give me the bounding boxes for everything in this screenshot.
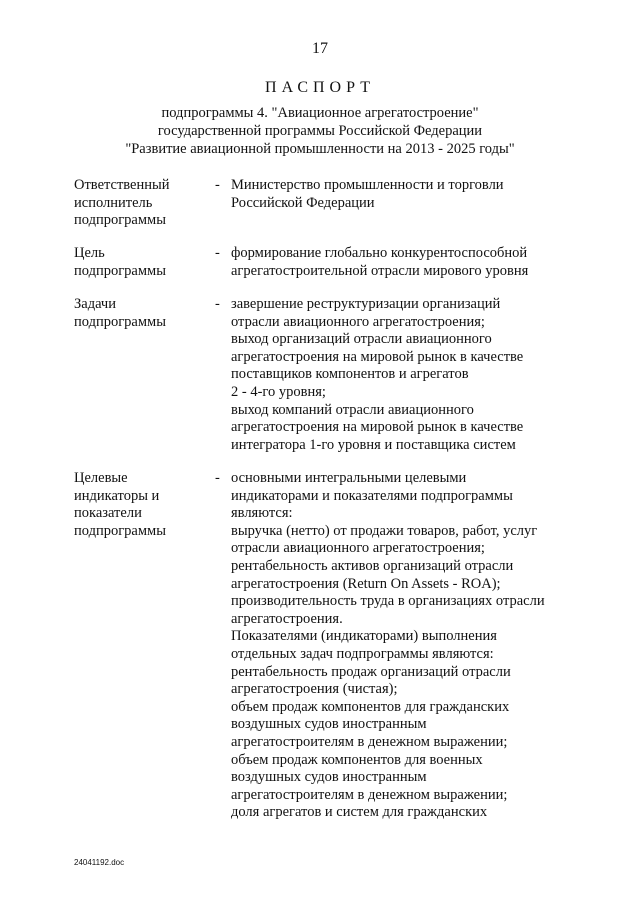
value-line: поставщиков компонентов и агрегатов: [231, 366, 469, 383]
row-dash: -: [215, 470, 220, 486]
value-line: агрегатостроения (Return On Assets - ROA);: [231, 575, 501, 592]
label-line: подпрограммы: [74, 262, 166, 279]
value-line: 2 - 4-го уровня;: [231, 383, 326, 400]
document-subtitle: [0, 104, 640, 158]
value-line: объем продаж компонентов для гражданских: [231, 698, 510, 715]
value-line: рентабельность продаж организаций отрасли: [231, 663, 511, 680]
document-title: ПАСПОРТ: [265, 79, 375, 96]
value-line: основными интегральными целевыми: [231, 470, 467, 486]
label-line: показатели: [74, 505, 142, 522]
subtitle-line: подпрограммы 4. "Авиационное агрегатостроение": [161, 105, 479, 121]
row-label: [74, 177, 204, 230]
row-dash: -: [215, 177, 220, 193]
value-line: выручка (нетто) от продажи товаров, работ, услуг: [231, 522, 538, 539]
footer-doc-code: 24041192.doc: [74, 858, 125, 867]
label-line: Задачи: [74, 296, 116, 312]
value-line: завершение реструктуризации организаций: [231, 296, 501, 312]
row-value: [231, 245, 576, 280]
value-line: Министерство промышленности и торговли: [231, 177, 504, 193]
row-label: [74, 470, 204, 540]
value-line: агрегатостроительной отрасли мирового уровня: [231, 262, 529, 279]
page-number: 17: [312, 40, 328, 57]
label-line: подпрограммы: [74, 522, 166, 539]
label-line: Целевые: [74, 470, 128, 486]
value-line: интегратора 1-го уровня и поставщика систем: [231, 436, 516, 453]
value-line: отрасли авиационного агрегатостроения;: [231, 540, 485, 557]
value-line: являются:: [231, 505, 293, 522]
value-line: индикаторами и показателями подпрограммы: [231, 487, 513, 504]
row-dash: -: [215, 245, 220, 261]
value-line: агрегатостроения (чистая);: [231, 681, 398, 698]
subtitle-line: "Развитие авиационной промышленности на 2013 - 2025 годы": [125, 141, 515, 157]
row-label: [74, 296, 204, 331]
value-line: агрегатостроения на мировой рынок в качестве: [231, 348, 524, 365]
value-line: Российской Федерации: [231, 194, 375, 211]
subtitle-line: государственной программы Российской Федерации: [157, 123, 483, 139]
value-line: воздушных судов иностранным: [231, 769, 427, 786]
label-line: индикаторы и: [74, 487, 160, 504]
value-line: отдельных задач подпрограммы являются:: [231, 645, 494, 662]
row-value: [231, 470, 576, 822]
label-line: исполнитель: [74, 194, 153, 211]
value-line: рентабельность активов организаций отрасли: [231, 557, 514, 574]
label-line: Цель: [74, 245, 105, 261]
value-line: выход компаний отрасли авиационного: [231, 401, 474, 418]
value-line: отрасли авиационного агрегатостроения;: [231, 313, 485, 330]
value-line: Показателями (индикаторами) выполнения: [231, 628, 497, 645]
value-line: агрегатостроителям в денежном выражении;: [231, 733, 508, 750]
value-line: объем продаж компонентов для военных: [231, 751, 483, 768]
value-line: формирование глобально конкурентоспособной: [231, 245, 528, 261]
value-line: агрегатостроения.: [231, 610, 343, 627]
row-dash: -: [215, 296, 220, 312]
value-line: производительность труда в организациях отрасли: [231, 593, 545, 610]
label-line: Ответственный: [74, 177, 170, 193]
value-line: доля агрегатов и систем для гражданских: [231, 804, 488, 821]
row-value: [231, 177, 576, 212]
value-line: воздушных судов иностранным: [231, 716, 427, 733]
value-line: агрегатостроения на мировой рынок в качестве: [231, 419, 524, 436]
row-value: [231, 296, 576, 454]
row-label: [74, 245, 204, 280]
label-line: подпрограммы: [74, 212, 166, 229]
label-line: подпрограммы: [74, 313, 166, 330]
value-line: выход организаций отрасли авиационного: [231, 331, 492, 348]
value-line: агрегатостроителям в денежном выражении;: [231, 786, 508, 803]
